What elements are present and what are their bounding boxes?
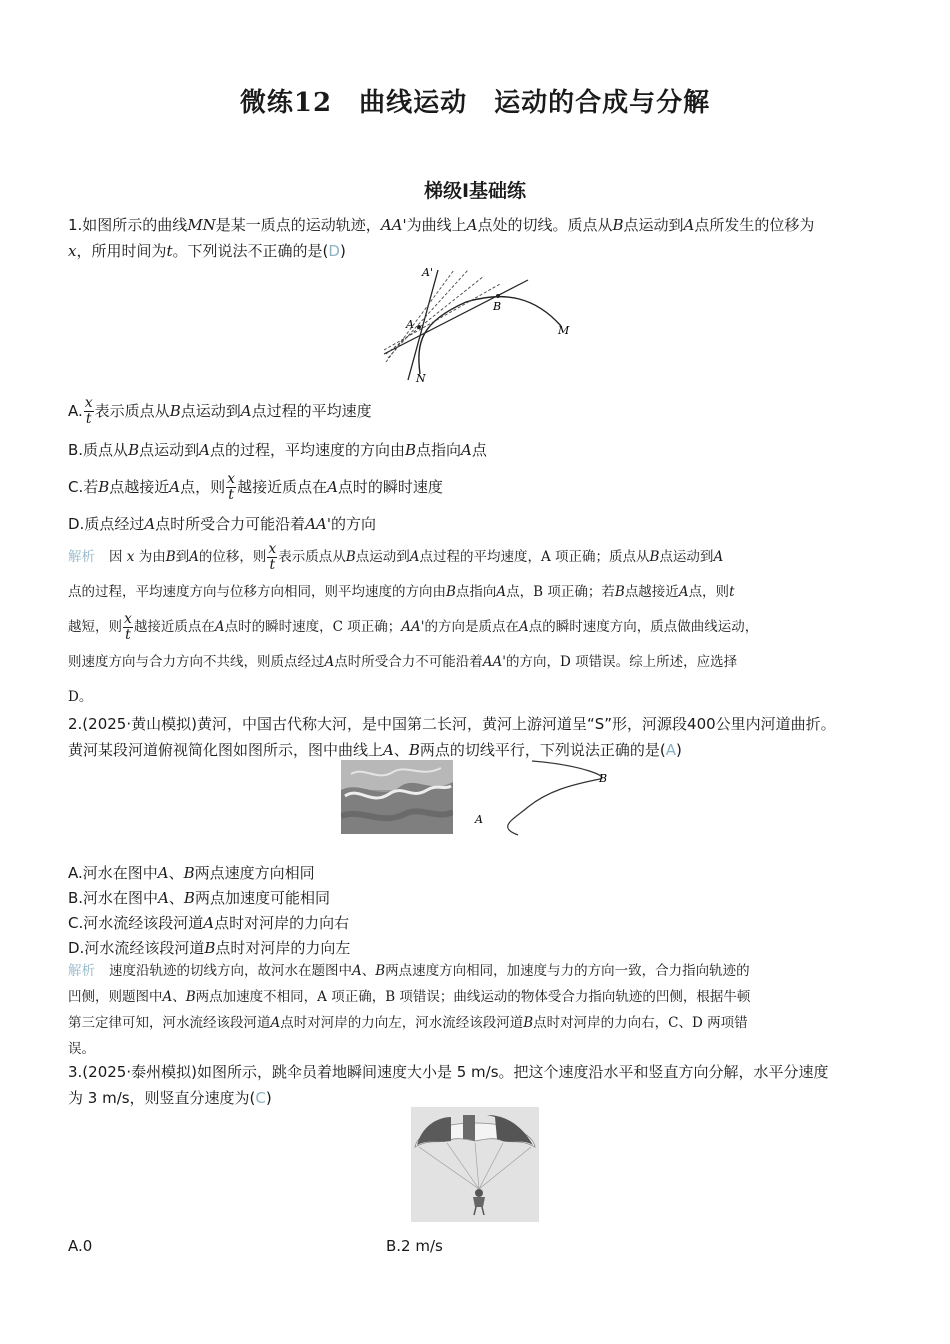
q1-option-a: A. $\frac{x}{t}$ 表示质点从B点运动到A点过程的平均速度 (68, 395, 372, 427)
q1-explanation: 解析 因 x 为由B到A的位移，则 $\frac{x}{t}$ 表示质点从B点运动到A点过程的平均速度，A 项正确；质点从B点运动到A 点的过程，平均速度方向与位移方向相同，则平均速度的方向由B点指向A点，B 项正确；若B点越接近A点，则t 越短，则 $\frac{x}{t}$ 越接近质点在A点时的瞬时速度，C 项正确；AA'的方向是质点在A点的瞬时速度方向，质点做曲线运动， 则速度方向与合力方向不共线，则质点经过A点时所受合力不可能沿着AA'的方向，D 项错误。综上所述，应选择 D。 (68, 541, 759, 705)
q1-option-b: B.质点从B点运动到A点的过程，平均速度的方向由B点指向A点 (68, 441, 487, 459)
q1-stem: 1.如图所示的曲线MN是某一质点的运动轨迹，AA'为曲线上A点处的切线。质点从B点运动到A点所发生的位移为 x，所用时间为t。下列说法不正确的是(D) (68, 216, 815, 260)
q1-label-m: M (558, 324, 570, 337)
q1-fraction-x-over-t: $\frac{x}{t}$ (84, 395, 93, 427)
explanation-label: 解析 (68, 549, 95, 565)
q1-dashed-line-2 (388, 270, 468, 358)
q1-point-a (417, 325, 421, 329)
q1-trajectory-figure (376, 262, 576, 386)
q1-chord-ab (384, 280, 528, 354)
section-heading: 梯级Ⅰ基础练 (423, 180, 527, 202)
q2-river-photo (341, 760, 453, 834)
q1-point-b (496, 294, 500, 298)
q3-skydiver (475, 1189, 483, 1197)
q1-label-a-prime: A' (422, 266, 433, 279)
page-title: 微练12 曲线运动 运动的合成与分解 (239, 88, 711, 118)
q1-answer: D (328, 242, 340, 260)
q2-option-c: C.河水流经该段河道A点时对河岸的力向右 (68, 914, 350, 932)
q3-answer: C (255, 1089, 266, 1107)
q1-option-c: C.若B点越接近A点，则 $\frac{x}{t}$ 越接近质点在A点时的瞬时速度 (68, 471, 443, 503)
q1-option-d: D.质点经过A点时所受合力可能沿着AA'的方向 (68, 515, 376, 533)
q2-option-d: D.河水流经该段河道B点时对河岸的力向左 (68, 939, 351, 957)
q1-fraction-x-over-t: $\frac{x}{t}$ (124, 611, 132, 643)
q3-parachute-photo (411, 1107, 539, 1222)
q2-s-curve (508, 761, 602, 835)
q1-curve-mn (419, 297, 561, 374)
q2-label-b: B (599, 772, 608, 785)
q1-dashed-line-4 (384, 284, 500, 350)
q3-stem: 3.(2025·泰州模拟)如图所示，跳伞员着地瞬间速度大小是 5 m/s。把这个速度沿水平和竖直方向分解，水平分速度 为 3 m/s，则竖直分速度为(C) (68, 1063, 829, 1107)
q2-label-a: A (475, 813, 483, 826)
q2-option-a: A.河水在图中A、B两点速度方向相同 (68, 864, 315, 882)
explanation-label: 解析 (68, 963, 95, 979)
q3-option-a: A.0 (68, 1237, 93, 1255)
q2-stem: 2.(2025·黄山模拟)黄河，中国古代称大河，是中国第二长河，黄河上游河道呈“S”形，河源段400公里内河道曲折。 黄河某段河道俯视简化图如图所示，图中曲线上A、B两点的切线平行，下列说法正确的是(A) (68, 715, 836, 759)
q2-s-curve-figure (470, 757, 620, 839)
q1-fraction-x-over-t: $\frac{x}{t}$ (227, 471, 236, 503)
q2-explanation: 解析 速度沿轨迹的切线方向，故河水在题图中A、B两点速度方向相同，加速度与力的方向一致，合力指向轨迹的 凹侧，则题图中A、B两点加速度不相同，A 项正确，B 项错误；曲线运动的物体受合力指向轨迹的凹侧，根据牛顿 第三定律可知，河水流经该段河道A点时对河岸的力向左，河水流经该段河道B点时对河岸的力向右，C、D 两项错 误。 (68, 963, 751, 1057)
q3-option-b: B.2 m/s (386, 1237, 443, 1255)
q2-option-b: B.河水在图中A、B两点加速度可能相同 (68, 889, 330, 907)
q1-label-n: N (416, 372, 426, 385)
q1-fraction-x-over-t: $\frac{x}{t}$ (268, 541, 277, 573)
q1-label-b: B (493, 300, 502, 313)
q1-label-a: A (406, 318, 414, 331)
q1-dashed-line-3 (386, 276, 484, 354)
q2-answer: A (665, 741, 677, 759)
